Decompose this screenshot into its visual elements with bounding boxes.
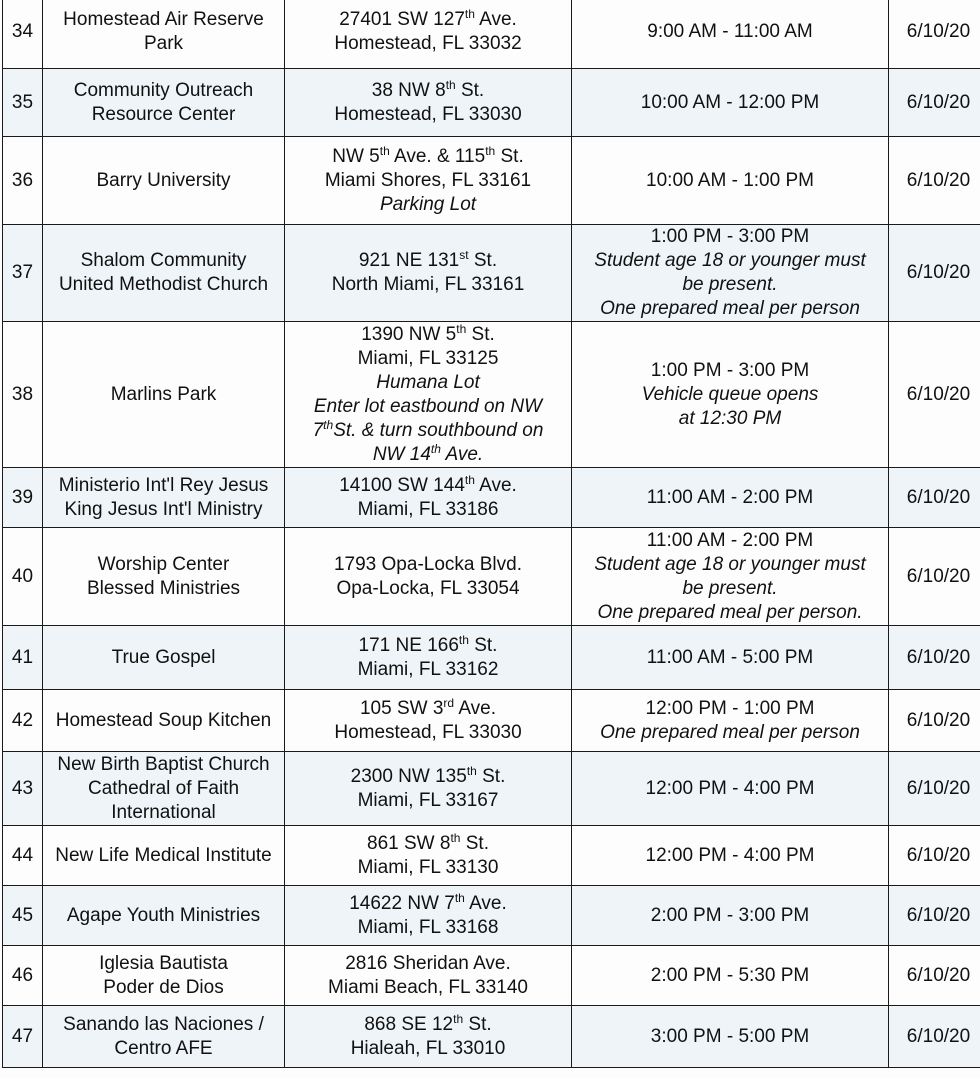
hours-range: 11:00 AM - 2:00 PM xyxy=(646,486,814,508)
table-row xyxy=(3,1006,980,1068)
site-date: 6/10/20 xyxy=(889,225,980,322)
address-text: Hialeah, FL 33010 xyxy=(350,1037,506,1059)
address-text: 921 NE 131 xyxy=(358,250,460,271)
site-date: 6/10/20 xyxy=(889,0,980,69)
site-number: 39 xyxy=(3,468,43,528)
address-line xyxy=(287,577,569,601)
site-address xyxy=(285,137,572,225)
table-row xyxy=(3,69,980,137)
site-date: 6/10/20 xyxy=(889,826,980,886)
site-address xyxy=(285,0,572,69)
site-address xyxy=(285,225,572,322)
address-text: Miami, FL 33167 xyxy=(357,789,499,811)
site-number: 34 xyxy=(3,0,43,69)
site-hours xyxy=(572,69,889,137)
address-line xyxy=(287,371,569,395)
ordinal-suffix: th xyxy=(453,1011,464,1026)
address-line xyxy=(287,145,569,169)
site-number: 40 xyxy=(3,528,43,626)
address-text: St. xyxy=(463,1013,492,1035)
site-number: 38 xyxy=(3,322,43,468)
address-text: Miami, FL 33168 xyxy=(357,916,499,938)
site-address xyxy=(285,946,572,1006)
address-text: Miami, FL 33186 xyxy=(357,498,499,520)
address-text: Ave. xyxy=(474,8,517,30)
site-hours xyxy=(572,1006,889,1068)
table-row xyxy=(3,225,980,322)
address-text: 2816 Sheridan Ave. xyxy=(345,952,511,974)
address-line xyxy=(287,553,569,577)
hours-range: 2:00 PM - 3:00 PM xyxy=(650,904,810,926)
address-line xyxy=(287,474,569,498)
site-name xyxy=(43,626,285,690)
hours-note: Student age 18 or younger must xyxy=(594,553,866,575)
site-date: 6/10/20 xyxy=(889,690,980,752)
address-text: St. xyxy=(468,250,498,271)
address-line xyxy=(287,395,569,419)
site-name-line: International xyxy=(111,801,216,823)
hours-range: 2:00 PM - 5:30 PM xyxy=(650,964,810,986)
ordinal-suffix: st xyxy=(459,248,469,262)
address-text: St. xyxy=(495,145,524,167)
site-address xyxy=(285,69,572,137)
site-address xyxy=(285,322,572,468)
site-name xyxy=(43,0,285,69)
address-text: Miami, FL 33125 xyxy=(357,347,499,369)
site-name-line: Homestead Air Reserve xyxy=(63,8,264,30)
site-date: 6/10/20 xyxy=(889,528,980,626)
site-name-line: True Gospel xyxy=(111,646,216,668)
site-hours xyxy=(572,626,889,690)
address-line xyxy=(287,892,569,916)
address-line xyxy=(287,832,569,856)
site-name xyxy=(43,528,285,626)
address-line xyxy=(287,79,569,103)
table-row xyxy=(3,752,980,826)
site-name xyxy=(43,225,285,322)
address-text: 14100 SW 144 xyxy=(339,474,465,496)
address-line xyxy=(287,765,569,789)
site-date: 6/10/20 xyxy=(889,752,980,826)
site-name-line: Barry University xyxy=(96,169,231,191)
site-hours xyxy=(572,886,889,946)
ordinal-suffix: th xyxy=(450,830,461,845)
hours-note: One prepared meal per person. xyxy=(597,601,863,623)
site-name-line: Sanando las Naciones / xyxy=(63,1013,264,1035)
address-line xyxy=(287,952,569,976)
hours-note: at 12:30 PM xyxy=(678,407,782,429)
site-name xyxy=(43,137,285,225)
address-text: NW 5 xyxy=(332,145,380,167)
site-address xyxy=(285,752,572,826)
hours-range: 10:00 AM - 12:00 PM xyxy=(640,91,820,113)
site-date: 6/10/20 xyxy=(889,322,980,468)
table-row xyxy=(3,528,980,626)
site-name-line: Poder de Dios xyxy=(103,976,224,998)
address-text: Homestead, FL 33032 xyxy=(334,32,522,54)
address-text: 861 SW 8 xyxy=(367,832,451,854)
hours-range: 3:00 PM - 5:00 PM xyxy=(650,1025,810,1047)
hours-range: 11:00 AM - 2:00 PM xyxy=(646,529,814,551)
site-address xyxy=(285,826,572,886)
address-line xyxy=(287,856,569,880)
site-name-line: New Birth Baptist Church xyxy=(57,753,270,775)
site-hours xyxy=(572,0,889,69)
table-row xyxy=(3,322,980,468)
address-line xyxy=(287,916,569,940)
hours-range: 1:00 PM - 3:00 PM xyxy=(650,359,810,381)
site-hours xyxy=(572,528,889,626)
table-row xyxy=(3,137,980,225)
address-line xyxy=(287,443,569,467)
address-line xyxy=(287,789,569,813)
ordinal-suffix: th xyxy=(464,472,475,487)
hours-range: 12:00 PM - 1:00 PM xyxy=(645,697,815,719)
hours-range: 11:00 AM - 5:00 PM xyxy=(646,646,814,668)
address-text: Parking Lot xyxy=(379,193,477,215)
site-name-line: Shalom Community xyxy=(80,250,247,271)
site-name-line: Marlins Park xyxy=(110,383,217,405)
address-line xyxy=(287,658,569,682)
site-name-line: United Methodist Church xyxy=(58,274,269,295)
site-hours xyxy=(572,690,889,752)
site-hours xyxy=(572,826,889,886)
table-row xyxy=(3,826,980,886)
address-line xyxy=(287,419,569,443)
address-line xyxy=(287,273,569,297)
address-text: Miami Beach, FL 33140 xyxy=(328,976,528,998)
site-name-line: King Jesus Int'l Ministry xyxy=(64,498,263,520)
address-text: Homestead, FL 33030 xyxy=(334,721,522,743)
site-name-line: Homestead Soup Kitchen xyxy=(55,709,272,731)
address-text: St. xyxy=(468,634,498,656)
address-text: Ave. xyxy=(474,474,517,496)
hours-note: be present. xyxy=(682,577,778,599)
address-line xyxy=(287,498,569,522)
site-name xyxy=(43,322,285,468)
address-text: 868 SE 12 xyxy=(364,1013,454,1035)
address-text: 2300 NW 135 xyxy=(350,765,467,787)
hours-range: 1:00 PM - 3:00 PM xyxy=(650,226,810,247)
address-text: 38 NW 8 xyxy=(371,79,446,101)
table-row xyxy=(3,886,980,946)
site-hours xyxy=(572,137,889,225)
site-date: 6/10/20 xyxy=(889,69,980,137)
address-line xyxy=(287,103,569,127)
hours-range: 9:00 AM - 11:00 AM xyxy=(647,20,813,42)
site-name-line: Cathedral of Faith xyxy=(87,777,240,799)
address-line xyxy=(287,697,569,721)
site-name-line: Ministerio Int'l Rey Jesus xyxy=(58,474,269,496)
ordinal-suffix: th xyxy=(485,143,496,158)
site-number: 42 xyxy=(3,690,43,752)
site-number: 41 xyxy=(3,626,43,690)
address-text: 105 SW 3 xyxy=(359,697,444,719)
site-name-line: Blessed Ministries xyxy=(86,577,241,599)
address-line xyxy=(287,249,569,273)
site-date: 6/10/20 xyxy=(889,1006,980,1068)
address-text: Homestead, FL 33030 xyxy=(334,103,522,125)
site-number: 47 xyxy=(3,1006,43,1068)
site-date: 6/10/20 xyxy=(889,468,980,528)
site-name xyxy=(43,946,285,1006)
site-number: 44 xyxy=(3,826,43,886)
address-line xyxy=(287,193,569,217)
table-row xyxy=(3,468,980,528)
site-name-line: Agape Youth Ministries xyxy=(66,904,261,926)
hours-range: 12:00 PM - 4:00 PM xyxy=(645,844,815,866)
site-number: 46 xyxy=(3,946,43,1006)
address-text: Ave. xyxy=(464,892,507,914)
site-name-line: Centro AFE xyxy=(114,1037,213,1059)
site-date: 6/10/20 xyxy=(889,946,980,1006)
address-text: Ave. & 115 xyxy=(389,145,486,167)
hours-note: One prepared meal per person xyxy=(600,721,860,743)
ordinal-suffix: th xyxy=(454,890,465,905)
site-hours xyxy=(572,322,889,468)
address-line xyxy=(287,1013,569,1037)
address-text: Enter lot eastbound on NW xyxy=(313,395,543,417)
site-number: 43 xyxy=(3,752,43,826)
address-text: Ave. xyxy=(454,697,496,719)
address-line xyxy=(287,8,569,32)
address-text: Miami, FL 33130 xyxy=(357,856,499,878)
distribution-sites-table xyxy=(2,0,980,1068)
hours-note: Vehicle queue opens xyxy=(641,383,819,405)
site-number: 35 xyxy=(3,69,43,137)
site-address xyxy=(285,1006,572,1068)
site-name xyxy=(43,468,285,528)
address-text: Opa-Locka, FL 33054 xyxy=(336,577,520,599)
address-text: North Miami, FL 33161 xyxy=(331,274,525,295)
site-name xyxy=(43,826,285,886)
site-name-line: New Life Medical Institute xyxy=(55,844,272,866)
hours-note: One prepared meal per person xyxy=(600,298,860,319)
address-line xyxy=(287,1037,569,1061)
address-text: Humana Lot xyxy=(376,371,480,393)
ordinal-suffix: th xyxy=(379,143,390,158)
address-line xyxy=(287,32,569,56)
address-text: St. xyxy=(466,323,495,345)
address-text: 171 NE 166 xyxy=(358,634,459,656)
site-hours xyxy=(572,468,889,528)
ordinal-suffix: th xyxy=(430,441,441,456)
ordinal-suffix: th xyxy=(464,6,475,21)
site-name-line: Park xyxy=(143,32,184,54)
ordinal-suffix: th xyxy=(466,763,477,778)
site-address xyxy=(285,528,572,626)
site-name xyxy=(43,690,285,752)
address-text: Miami, FL 33162 xyxy=(357,658,499,680)
site-address xyxy=(285,690,572,752)
address-text: St. & turn southbound on xyxy=(333,419,544,441)
site-name-line: Community Outreach xyxy=(73,79,254,101)
site-address xyxy=(285,468,572,528)
site-hours xyxy=(572,752,889,826)
ordinal-suffix: rd xyxy=(443,695,455,710)
table-row xyxy=(3,626,980,690)
ordinal-suffix: th xyxy=(456,321,467,336)
ordinal-suffix: th xyxy=(445,77,456,92)
ordinal-suffix: th xyxy=(458,632,469,647)
address-text: St. xyxy=(455,79,485,101)
address-text: 14622 NW 7 xyxy=(349,892,455,914)
address-text: 1793 Opa-Locka Blvd. xyxy=(333,553,522,575)
site-number: 37 xyxy=(3,225,43,322)
address-text: St. xyxy=(460,832,489,854)
address-line xyxy=(287,323,569,347)
site-number: 45 xyxy=(3,886,43,946)
address-line xyxy=(287,634,569,658)
address-text: 27401 SW 127 xyxy=(339,8,465,30)
address-text: NW 14 xyxy=(372,443,431,465)
site-name-line: Resource Center xyxy=(91,103,236,125)
site-name-line: Iglesia Bautista xyxy=(99,952,228,974)
ordinal-suffix: th xyxy=(323,417,334,432)
site-address xyxy=(285,626,572,690)
site-date: 6/10/20 xyxy=(889,137,980,225)
site-date: 6/10/20 xyxy=(889,886,980,946)
table-row xyxy=(3,690,980,752)
site-date: 6/10/20 xyxy=(889,626,980,690)
site-hours xyxy=(572,225,889,322)
address-line xyxy=(287,721,569,745)
hours-note: be present. xyxy=(682,274,778,295)
hours-range: 10:00 AM - 1:00 PM xyxy=(646,169,814,191)
site-name xyxy=(43,886,285,946)
address-line xyxy=(287,347,569,371)
table-row xyxy=(3,0,980,69)
site-name-line: Worship Center xyxy=(97,553,230,575)
address-line xyxy=(287,976,569,1000)
site-name xyxy=(43,1006,285,1068)
table-row xyxy=(3,946,980,1006)
address-text: 1390 NW 5 xyxy=(361,323,457,345)
site-address xyxy=(285,886,572,946)
address-text: St. xyxy=(476,765,506,787)
address-text: Ave. xyxy=(440,443,484,465)
site-name xyxy=(43,752,285,826)
hours-note: Student age 18 or younger must xyxy=(594,250,866,271)
address-line xyxy=(287,169,569,193)
address-text: 7 xyxy=(312,419,324,441)
page-bottom-margin xyxy=(0,1072,980,1078)
site-number: 36 xyxy=(3,137,43,225)
address-text: Miami Shores, FL 33161 xyxy=(324,169,532,191)
site-name xyxy=(43,69,285,137)
table-body xyxy=(3,0,980,1068)
hours-range: 12:00 PM - 4:00 PM xyxy=(645,777,815,799)
site-hours xyxy=(572,946,889,1006)
